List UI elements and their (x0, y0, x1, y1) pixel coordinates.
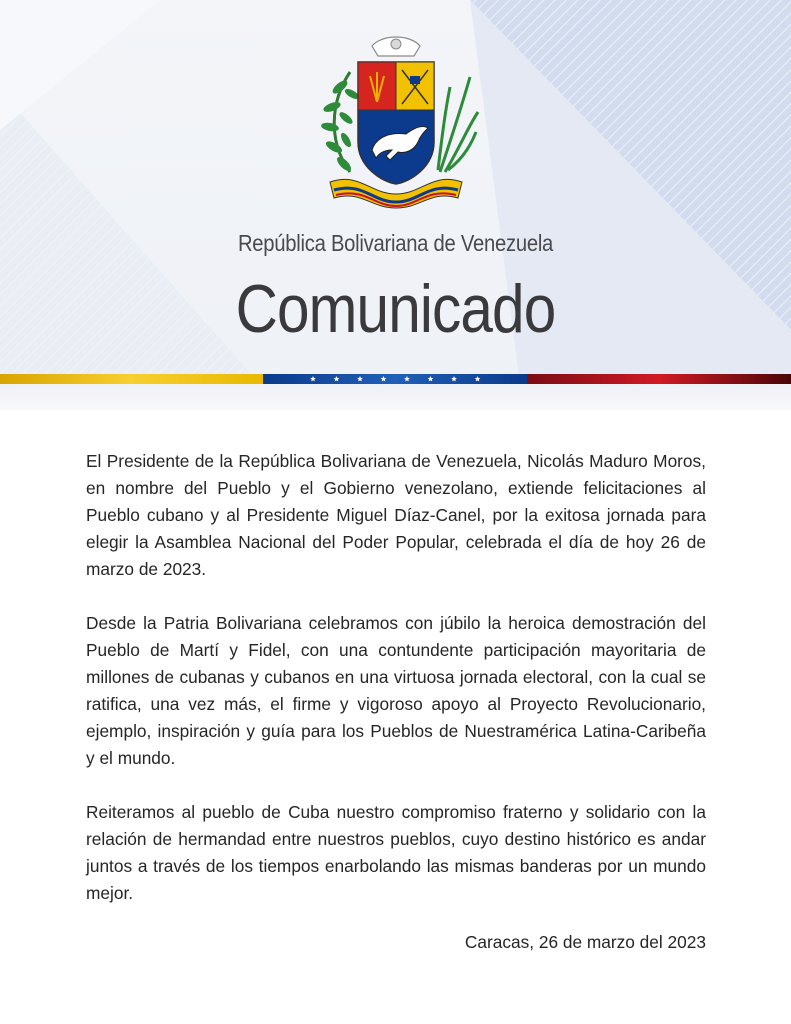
header-fade (0, 384, 791, 410)
communique-body (86, 448, 706, 934)
signoff-date: Caracas, 26 de marzo del 2023 (464, 932, 706, 952)
header-banner (0, 0, 791, 410)
paragraph-2: Desde la Patria Bolivariana celebramos con júbilo la heroica demostración del Pueblo de Martí y Fidel, con una contundente participación mayoritaria de millones de cubanas y cubanos en una virtuosa jornada electoral, con la cual se ratifica, una vez más, el firme y vigoroso apoyo al Proyecto Revolucionario, ejemplo, inspiración y guía para los Pueblos de Nuestramérica Latina-Caribeña y el mundo. (86, 613, 706, 768)
flag-stripe (0, 374, 791, 384)
paragraph-1: El Presidente de la República Bolivariana de Venezuela, Nicolás Maduro Moros, en nombre del Pueblo y el Gobierno venezolano, extiende felicitaciones al Pueblo cubano y al Presidente Miguel Díaz-Canel, por la exitosa jornada para elegir la Asamblea Nacional del Poder Popular, celebrada el día de hoy 26 de marzo de 2023. (86, 451, 706, 579)
paragraph-3: Reiteramos al pueblo de Cuba nuestro compromiso fraterno y solidario con la relación de hermandad entre nuestros pueblos, cuyo destino histórico es andar juntos a través de los tiempos enarbolando las mismas banderas por un mundo mejor. (86, 802, 706, 903)
coat-of-arms-icon (310, 32, 482, 212)
page-title: Comunicado (235, 271, 556, 347)
republic-name: República Bolivariana de Venezuela (237, 230, 554, 256)
